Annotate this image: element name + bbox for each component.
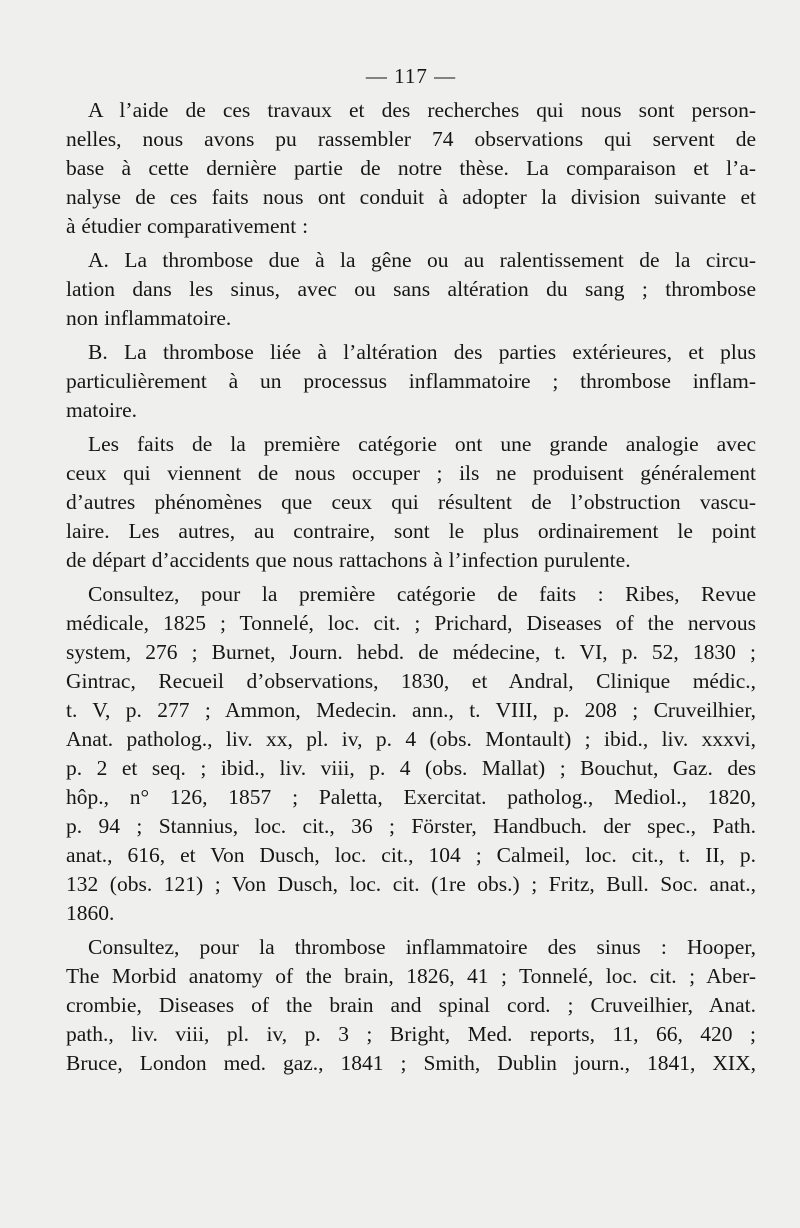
text-line: Bruce, London med. gaz., 1841 ; Smith, Dublin journ., 1841, XIX, <box>66 1051 756 1075</box>
paragraph-references-first-category <box>66 580 756 928</box>
text-line: p. 2 et seq. ; ibid., liv. viii, p. 4 (obs. Mallat) ; Bouchut, Gaz. des <box>66 756 756 780</box>
text-line: 1860. <box>66 901 115 925</box>
text-line: non inflammatoire. <box>66 306 232 330</box>
paragraph-references-inflammatory <box>66 933 756 1078</box>
text-line: Consultez, pour la première catégorie de faits : Ribes, Revue <box>88 582 756 606</box>
text-line: A. La thrombose due à la gêne ou au ralentissement de la circu- <box>88 248 756 272</box>
text-line: nalyse de ces faits nous ont conduit à adopter la division suivante et <box>66 185 756 209</box>
text-line: matoire. <box>66 398 138 422</box>
text-line: Gintrac, Recueil d’observations, 1830, et Andral, Clinique médic., <box>66 669 756 693</box>
text-line: system, 276 ; Burnet, Journ. hebd. de médecine, t. VI, p. 52, 1830 ; <box>66 640 756 664</box>
text-line: nelles, nous avons pu rassembler 74 observations qui servent de <box>66 127 756 151</box>
text-line: médicale, 1825 ; Tonnelé, loc. cit. ; Prichard, Diseases of the nervous <box>66 611 756 635</box>
text-line: anat., 616, et Von Dusch, loc. cit., 104 ; Calmeil, loc. cit., t. II, p. <box>66 843 756 867</box>
text-line: particulièrement à un processus inflammatoire ; thrombose inflam- <box>66 369 756 393</box>
paragraph-category-a <box>66 246 756 333</box>
text-line: Les faits de la première catégorie ont une grande analogie avec <box>88 432 756 456</box>
text-line: à étudier comparativement : <box>66 214 309 238</box>
text-line: A l’aide de ces travaux et des recherches qui nous sont person- <box>88 98 756 122</box>
paragraph-comparison <box>66 430 756 575</box>
text-line: Anat. patholog., liv. xx, pl. iv, p. 4 (obs. Montault) ; ibid., liv. xxxvi, <box>66 727 756 751</box>
text-line: path., liv. viii, pl. iv, p. 3 ; Bright, Med. reports, 11, 66, 420 ; <box>66 1022 756 1046</box>
text-line: d’autres phénomènes que ceux qui résultent de l’obstruction vascu- <box>66 490 756 514</box>
text-line: The Morbid anatomy of the brain, 1826, 41 ; Tonnelé, loc. cit. ; Aber- <box>66 964 756 988</box>
text-line: Consultez, pour la thrombose inflammatoire des sinus : Hooper, <box>88 935 756 959</box>
text-line: hôp., n° 126, 1857 ; Paletta, Exercitat. patholog., Mediol., 1820, <box>66 785 756 809</box>
text-line: base à cette dernière partie de notre thèse. La comparaison et l’a- <box>66 156 756 180</box>
page-number: — 117 — <box>365 64 457 88</box>
text-line: p. 94 ; Stannius, loc. cit., 36 ; Förster, Handbuch. der spec., Path. <box>66 814 756 838</box>
text-line: 132 (obs. 121) ; Von Dusch, loc. cit. (1re obs.) ; Fritz, Bull. Soc. anat., <box>66 872 756 896</box>
text-line: laire. Les autres, au contraire, sont le plus ordinairement le point <box>66 519 756 543</box>
paragraph-intro <box>66 96 756 241</box>
text-line: crombie, Diseases of the brain and spinal cord. ; Cruveilhier, Anat. <box>66 993 756 1017</box>
text-line: ceux qui viennent de nous occuper ; ils ne produisent généralement <box>66 461 756 485</box>
text-line: lation dans les sinus, avec ou sans altération du sang ; thrombose <box>66 277 756 301</box>
text-line: B. La thrombose liée à l’altération des parties extérieures, et plus <box>88 340 756 364</box>
text-line: de départ d’accidents que nous rattachons à l’infection purulente. <box>66 548 631 572</box>
text-line: t. V, p. 277 ; Ammon, Medecin. ann., t. VIII, p. 208 ; Cruveilhier, <box>66 698 756 722</box>
paragraph-category-b <box>66 338 756 425</box>
